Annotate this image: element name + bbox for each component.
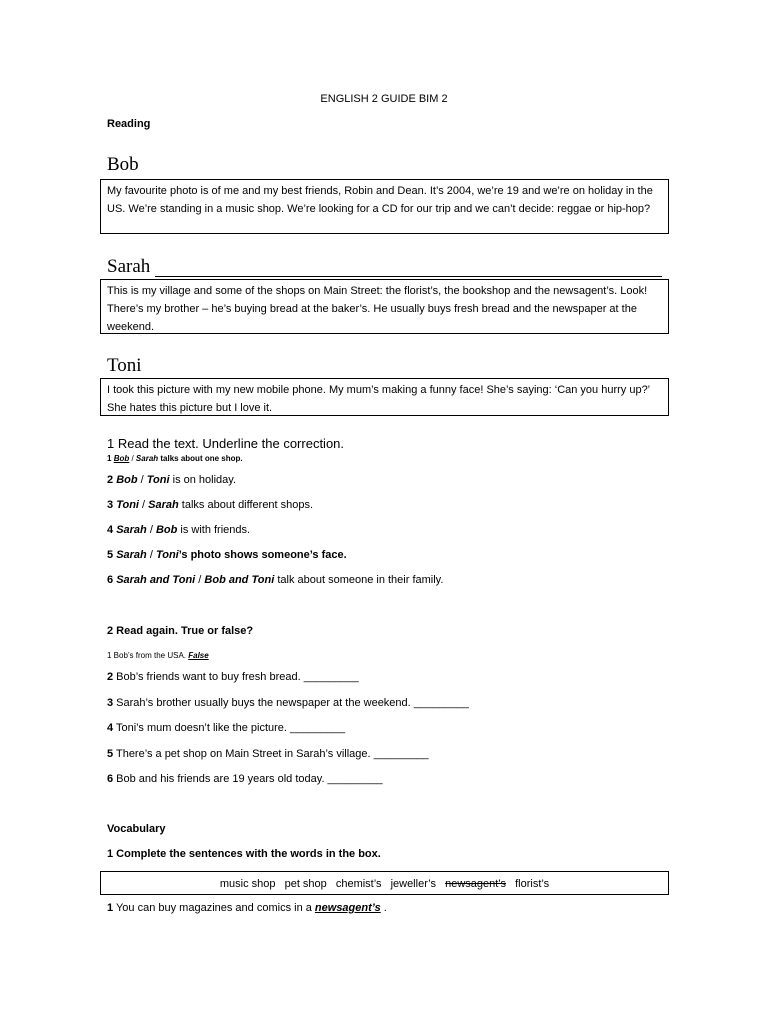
exercise2-item-3[interactable]: 3 Sarah’s brother usually buys the newspaper at the weekend. _________ — [107, 697, 469, 709]
bob-name: Bob — [107, 154, 139, 175]
option-a[interactable]: Sarah and Toni — [116, 574, 196, 586]
exercise2-item-2[interactable]: 2 Bob’s friends want to buy fresh bread. _________ — [107, 671, 359, 683]
page-title: ENGLISH 2 GUIDE BIM 2 — [320, 93, 448, 105]
exercise2-example: 1 Bob’s from the USA. False — [107, 651, 209, 660]
option-a[interactable]: Sarah — [116, 549, 147, 561]
vocabulary-example: 1 You can buy magazines and comics in a newsagent’s . — [107, 902, 387, 914]
option-b[interactable]: Toni — [155, 549, 179, 561]
option-a[interactable]: Toni — [116, 499, 139, 511]
example-num: 1 — [107, 454, 112, 463]
bob-text-box: My favourite photo is of me and my best friends, Robin and Dean. It’s 2004, we’re 19 and we’re on holiday in the US. We’re standing in a music shop. We’re looking for a CD for our trip and we can’t decide: reggae or hip-hop? — [100, 179, 669, 234]
word-chemists: chemist’s — [335, 878, 382, 890]
word-music-shop: music shop — [219, 878, 276, 890]
option-b[interactable]: Bob — [155, 524, 178, 536]
toni-text-box: I took this picture with my new mobile phone. My mum’s making a funny face! She’s saying: ‘Can you hurry up?’ She hates this picture but I love it. — [100, 378, 669, 416]
exercise1-item-2: 2 Bob / Toni is on holiday. — [107, 474, 237, 486]
exercise1-item-3: 3 Toni / Sarah talks about different shops. — [107, 499, 314, 511]
word-jewellers: jeweller’s — [390, 878, 437, 890]
example-option-2: Sarah — [135, 454, 159, 463]
vocabulary-instruction: 1 Complete the sentences with the words in the box. — [107, 848, 381, 860]
option-b[interactable]: Toni — [146, 474, 170, 486]
word-pet-shop: pet shop — [284, 878, 327, 890]
exercise1-instruction: 1 Read the text. Underline the correction. — [107, 436, 345, 451]
exercise2-item-4[interactable]: 4 Toni’s mum doesn’t like the picture. _________ — [107, 722, 346, 734]
option-b[interactable]: Sarah — [148, 499, 179, 511]
toni-name: Toni — [107, 355, 142, 376]
exercise2-item-6[interactable]: 6 Bob and his friends are 19 years old today. _________ — [107, 773, 383, 785]
option-a[interactable]: Sarah — [116, 524, 147, 536]
exercise2-instruction: 2 Read again. True or false? — [107, 625, 254, 637]
sarah-underline — [155, 276, 662, 277]
word-newsagents: newsagent’s — [445, 878, 507, 890]
example-answer: False — [188, 651, 209, 660]
vocabulary-heading: Vocabulary — [107, 823, 166, 835]
example-option-1: Bob — [113, 454, 130, 463]
exercise1-example: 1 Bob / Sarah talks about one shop. — [107, 454, 243, 463]
exercise1-item-5: 5 Sarah / Toni’s photo shows someone’s face. — [107, 549, 347, 561]
vocabulary-example-answer: newsagent’s — [314, 902, 381, 914]
exercise1-item-6: 6 Sarah and Toni / Bob and Toni talk about someone in their family. — [107, 574, 444, 586]
sarah-text-box: This is my village and some of the shops on Main Street: the florist’s, the bookshop and the newsagent’s. Look! There’s my brother – he’s buying bread at the baker’s. He usually buys fresh bread and the newspaper at the weekend. — [100, 279, 669, 334]
exercise2-item-5[interactable]: 5 There’s a pet shop on Main Street in Sarah’s village. _________ — [107, 748, 429, 760]
word-box — [100, 871, 669, 895]
reading-heading: Reading — [107, 118, 151, 130]
example-rest: talks about one shop. — [158, 454, 243, 463]
option-b[interactable]: Bob and Toni — [204, 574, 275, 586]
exercise1-item-4: 4 Sarah / Bob is with friends. — [107, 524, 251, 536]
option-a[interactable]: Bob — [116, 474, 138, 486]
sarah-name: Sarah — [107, 256, 151, 277]
word-florists: florist’s — [515, 878, 550, 890]
